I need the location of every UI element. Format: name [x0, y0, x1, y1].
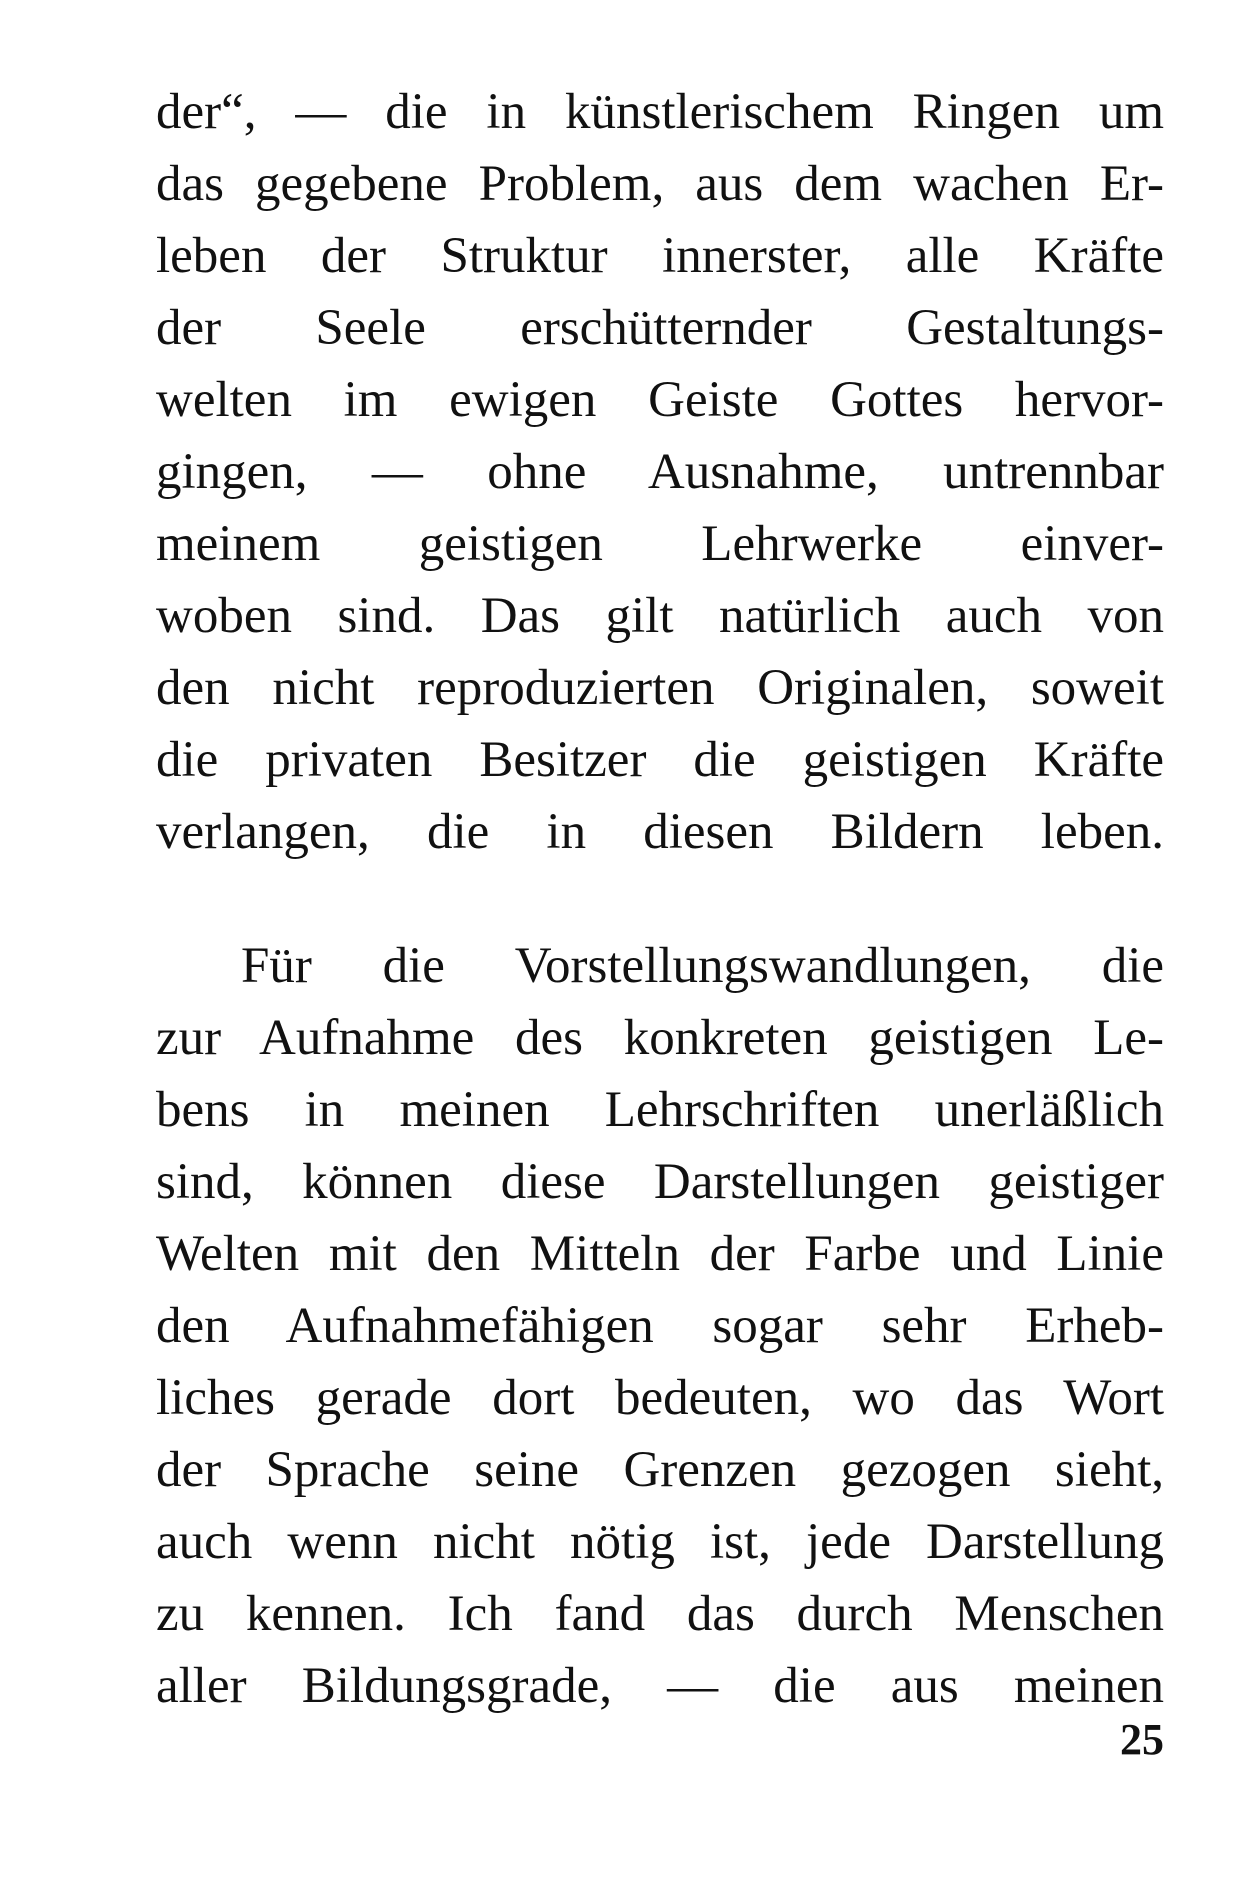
paragraph-line: Welten mit den Mitteln der Farbe und Linie — [156, 1226, 1164, 1282]
paragraph-line: das gegebene Problem, aus dem wachen Er- — [156, 156, 1164, 212]
paragraph-line: leben der Struktur innerster, alle Kräfte — [156, 228, 1164, 284]
paragraph-line: der Seele erschütternder Gestaltungs- — [156, 300, 1164, 356]
paragraph-line: zu kennen. Ich fand das durch Menschen — [156, 1586, 1164, 1642]
paragraph-1 — [156, 76, 1164, 868]
paragraph-line: auch wenn nicht nötig ist, jede Darstellung — [156, 1514, 1164, 1570]
paragraph-line: welten im ewigen Geiste Gottes hervor- — [156, 372, 1164, 428]
paragraph-line: gingen, — ohne Ausnahme, untrennbar — [156, 444, 1164, 500]
paragraph-line: der“, — die in künstlerischem Ringen um — [156, 84, 1164, 140]
paragraph-line: liches gerade dort bedeuten, wo das Wort — [156, 1370, 1164, 1426]
paragraph-line: sind, können diese Darstellungen geistiger — [156, 1154, 1164, 1210]
paragraph-line: den Aufnahmefähigen sogar sehr Erheb- — [156, 1298, 1164, 1354]
paragraph-line: verlangen, die in diesen Bildern leben. — [156, 804, 1164, 860]
paragraph-line: der Sprache seine Grenzen gezogen sieht, — [156, 1442, 1164, 1498]
page-number: 25 — [1120, 1715, 1164, 1764]
paragraph-line: woben sind. Das gilt natürlich auch von — [156, 588, 1164, 644]
paragraph-line: zur Aufnahme des konkreten geistigen Le- — [156, 1010, 1164, 1066]
paragraph-line: meinem geistigen Lehrwerke einver- — [156, 516, 1164, 572]
paragraph-line: den nicht reproduzierten Originalen, soweit — [156, 660, 1164, 716]
paragraph-2 — [156, 930, 1164, 1722]
paragraph-line: die privaten Besitzer die geistigen Kräfte — [156, 732, 1164, 788]
paragraph-line: aller Bildungsgrade, — die aus meinen — [156, 1658, 1164, 1714]
paragraph-line: Für die Vorstellungswandlungen, die — [241, 938, 1164, 994]
paragraph-line: bens in meinen Lehrschriften unerläßlich — [156, 1082, 1164, 1138]
